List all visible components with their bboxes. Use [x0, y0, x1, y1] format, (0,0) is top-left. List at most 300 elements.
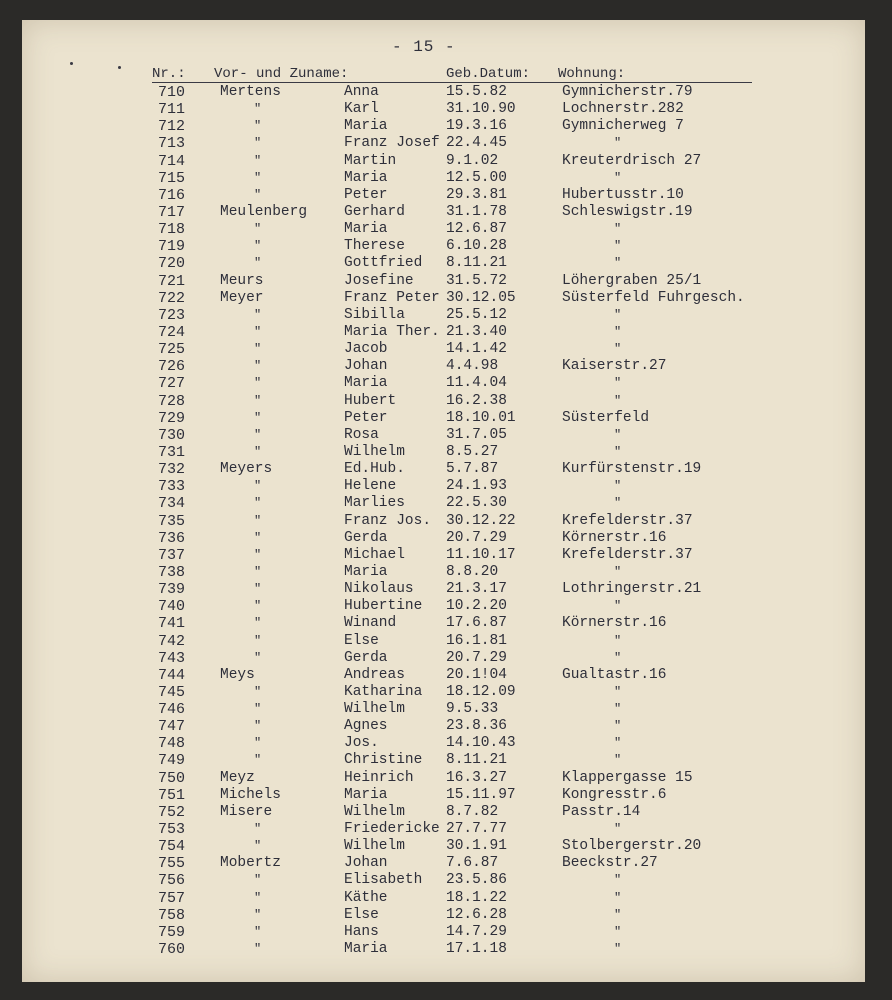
row-address: Krefelderstr.37 [562, 546, 693, 563]
row-birth-date: 16.1.81 [446, 632, 507, 649]
row-number: 733 [158, 478, 186, 496]
row-first-name: Maria [344, 941, 388, 958]
row-number: 743 [158, 649, 186, 667]
table-row [22, 735, 865, 752]
row-first-name: Wilhelm [344, 701, 405, 718]
row-number: 760 [158, 941, 186, 959]
row-birth-date: 17.6.87 [446, 615, 507, 632]
row-address: Körnerstr.16 [562, 615, 667, 632]
row-birth-date: 14.10.43 [446, 735, 516, 752]
row-birth-date: 22.4.45 [446, 135, 507, 152]
row-surname: " [254, 907, 262, 922]
row-address: Lothringerstr.21 [562, 581, 702, 598]
table-row [22, 135, 865, 152]
row-first-name: Franz Josef [344, 135, 440, 152]
row-first-name: Peter [344, 409, 388, 426]
table-row [22, 324, 865, 341]
row-address: Lochnerstr.282 [562, 101, 684, 118]
row-address: " [614, 942, 622, 957]
table-row [22, 461, 865, 478]
row-surname: " [254, 719, 262, 734]
row-birth-date: 12.6.87 [446, 221, 507, 238]
row-address: " [614, 873, 622, 888]
row-number: 735 [158, 512, 186, 530]
row-surname: " [254, 633, 262, 648]
table-row [22, 890, 865, 907]
row-address: Beeckstr.27 [562, 855, 658, 872]
row-address: " [614, 376, 622, 391]
row-birth-date: 19.3.16 [446, 118, 507, 135]
row-birth-date: 23.5.86 [446, 872, 507, 889]
row-birth-date: 14.1.42 [446, 341, 507, 358]
row-address: " [614, 599, 622, 614]
row-number: 758 [158, 906, 186, 924]
row-surname: " [254, 564, 262, 579]
row-number: 751 [158, 786, 186, 804]
row-number: 711 [158, 101, 186, 119]
row-birth-date: 18.12.09 [446, 683, 516, 700]
table-row [22, 787, 865, 804]
row-first-name: Sibilla [344, 306, 405, 323]
row-birth-date: 10.2.20 [446, 598, 507, 615]
header-date: Geb.Datum: [446, 66, 531, 82]
table-row [22, 701, 865, 718]
row-number: 755 [158, 855, 186, 873]
document-page [22, 20, 865, 982]
row-number: 722 [158, 289, 186, 307]
row-first-name: Therese [344, 238, 405, 255]
row-birth-date: 9.1.02 [446, 152, 499, 169]
row-surname: " [254, 582, 262, 597]
row-surname: " [254, 119, 262, 134]
row-surname: " [254, 187, 262, 202]
row-first-name: Maria [344, 786, 388, 803]
row-number: 745 [158, 683, 186, 701]
row-birth-date: 25.5.12 [446, 306, 507, 323]
row-number: 759 [158, 923, 186, 941]
row-first-name: Winand [344, 615, 397, 632]
page-number: - 15 - [392, 38, 456, 56]
row-address: " [614, 822, 622, 837]
table-row [22, 872, 865, 889]
header-address: Wohnung: [558, 66, 626, 82]
row-number: 716 [158, 186, 186, 204]
row-address: " [614, 479, 622, 494]
table-row [22, 684, 865, 701]
row-birth-date: 14.7.29 [446, 923, 507, 940]
row-birth-date: 30.1.91 [446, 838, 507, 855]
row-surname: Meyz [220, 769, 255, 786]
row-address: " [614, 907, 622, 922]
table-row [22, 564, 865, 581]
row-address: Süsterfeld [562, 409, 650, 426]
row-address: " [614, 736, 622, 751]
row-surname: " [254, 479, 262, 494]
row-surname: " [254, 650, 262, 665]
row-birth-date: 4.4.98 [446, 358, 499, 375]
row-address: " [614, 222, 622, 237]
row-first-name: Anna [344, 84, 379, 100]
row-surname: " [254, 530, 262, 545]
row-surname: " [254, 822, 262, 837]
row-number: 752 [158, 803, 186, 821]
row-birth-date: 31.5.72 [446, 272, 507, 289]
row-first-name: Maria Ther. [344, 323, 440, 340]
row-birth-date: 31.7.05 [446, 426, 507, 443]
row-birth-date: 16.2.38 [446, 392, 507, 409]
row-surname: " [254, 136, 262, 151]
row-birth-date: 20.1!04 [446, 666, 507, 683]
row-number: 715 [158, 169, 186, 187]
row-first-name: Karl [344, 101, 379, 118]
row-birth-date: 8.7.82 [446, 803, 499, 820]
row-birth-date: 15.11.97 [446, 786, 516, 803]
row-number: 754 [158, 838, 186, 856]
row-first-name: Heinrich [344, 769, 414, 786]
table-row [22, 821, 865, 838]
row-address: " [614, 924, 622, 939]
row-number: 747 [158, 718, 186, 736]
table-row [22, 204, 865, 221]
row-address: " [614, 753, 622, 768]
row-first-name: Franz Jos. [344, 512, 432, 529]
table-row [22, 410, 865, 427]
row-first-name: Andreas [344, 666, 405, 683]
row-number: 734 [158, 495, 186, 513]
row-number: 736 [158, 529, 186, 547]
table-row [22, 290, 865, 307]
row-birth-date: 21.3.40 [446, 323, 507, 340]
row-number: 728 [158, 392, 186, 410]
row-surname: " [254, 410, 262, 425]
row-surname: " [254, 942, 262, 957]
table-row [22, 615, 865, 632]
row-first-name: Gottfried [344, 255, 423, 272]
row-address: " [614, 633, 622, 648]
row-address: Kaiserstr.27 [562, 358, 667, 375]
row-first-name: Ed.Hub. [344, 461, 405, 478]
row-first-name: Hubert [344, 392, 397, 409]
row-number: 712 [158, 118, 186, 136]
row-birth-date: 12.6.28 [446, 906, 507, 923]
row-number: 710 [158, 84, 186, 101]
row-surname: " [254, 496, 262, 511]
row-birth-date: 31.1.78 [446, 203, 507, 220]
row-surname: " [254, 359, 262, 374]
table-row [22, 375, 865, 392]
row-number: 725 [158, 341, 186, 359]
row-first-name: Peter [344, 186, 388, 203]
table-row [22, 804, 865, 821]
row-surname: " [254, 444, 262, 459]
punch-mark [118, 66, 121, 69]
row-surname: " [254, 547, 262, 562]
row-first-name: Gerda [344, 529, 388, 546]
table-row [22, 598, 865, 615]
row-number: 756 [158, 872, 186, 890]
row-first-name: Wilhelm [344, 443, 405, 460]
table-row [22, 547, 865, 564]
table-row [22, 393, 865, 410]
row-birth-date: 11.4.04 [446, 375, 507, 392]
row-number: 713 [158, 135, 186, 153]
row-first-name: Katharina [344, 683, 423, 700]
row-surname: " [254, 736, 262, 751]
row-address: " [614, 890, 622, 905]
header-nr: Nr.: [152, 66, 186, 82]
row-birth-date: 8.8.20 [446, 563, 499, 580]
row-number: 727 [158, 375, 186, 393]
row-first-name: Hubertine [344, 598, 423, 615]
row-birth-date: 7.6.87 [446, 855, 499, 872]
table-row [22, 170, 865, 187]
row-surname: Misere [220, 803, 273, 820]
row-address: Gymnicherweg 7 [562, 118, 684, 135]
row-number: 748 [158, 735, 186, 753]
table-row [22, 358, 865, 375]
row-first-name: Franz Peter [344, 289, 440, 306]
row-address: " [614, 564, 622, 579]
row-surname: Meyers [220, 461, 273, 478]
row-first-name: Nikolaus [344, 581, 414, 598]
row-address: Hubertusstr.10 [562, 186, 684, 203]
row-number: 739 [158, 581, 186, 599]
table-row [22, 478, 865, 495]
row-address: " [614, 239, 622, 254]
row-birth-date: 6.10.28 [446, 238, 507, 255]
row-surname: " [254, 924, 262, 939]
row-number: 757 [158, 889, 186, 907]
row-number: 749 [158, 752, 186, 770]
row-birth-date: 24.1.93 [446, 478, 507, 495]
row-first-name: Christine [344, 752, 423, 769]
row-surname: " [254, 324, 262, 339]
row-number: 718 [158, 221, 186, 239]
table-row [22, 907, 865, 924]
row-first-name: Johan [344, 855, 388, 872]
row-first-name: Wilhelm [344, 838, 405, 855]
row-birth-date: 15.5.82 [446, 84, 507, 100]
row-birth-date: 8.11.21 [446, 255, 507, 272]
row-birth-date: 8.5.27 [446, 443, 499, 460]
row-number: 719 [158, 238, 186, 256]
row-address: Gualtastr.16 [562, 666, 667, 683]
table-row [22, 444, 865, 461]
row-surname: " [254, 684, 262, 699]
row-birth-date: 12.5.00 [446, 169, 507, 186]
row-address: Stolbergerstr.20 [562, 838, 702, 855]
row-surname: " [254, 239, 262, 254]
row-number: 714 [158, 152, 186, 170]
row-birth-date: 30.12.05 [446, 289, 516, 306]
table-row [22, 307, 865, 324]
table-header [152, 66, 752, 83]
table-row [22, 513, 865, 530]
row-birth-date: 23.8.36 [446, 718, 507, 735]
row-birth-date: 17.1.18 [446, 941, 507, 958]
row-address: " [614, 444, 622, 459]
row-address: " [614, 719, 622, 734]
row-first-name: Martin [344, 152, 397, 169]
row-number: 741 [158, 615, 186, 633]
row-first-name: Jos. [344, 735, 379, 752]
row-address: Schleswigstr.19 [562, 203, 693, 220]
row-number: 753 [158, 821, 186, 839]
row-birth-date: 30.12.22 [446, 512, 516, 529]
row-address: " [614, 324, 622, 339]
row-surname: " [254, 393, 262, 408]
row-first-name: Michael [344, 546, 405, 563]
row-first-name: Wilhelm [344, 803, 405, 820]
table-row [22, 427, 865, 444]
row-number: 721 [158, 272, 186, 290]
row-birth-date: 20.7.29 [446, 649, 507, 666]
row-first-name: Maria [344, 169, 388, 186]
row-first-name: Else [344, 632, 379, 649]
row-surname: " [254, 102, 262, 117]
row-first-name: Rosa [344, 426, 379, 443]
row-number: 740 [158, 598, 186, 616]
row-first-name: Jacob [344, 341, 388, 358]
row-first-name: Maria [344, 563, 388, 580]
row-first-name: Maria [344, 375, 388, 392]
row-surname: " [254, 702, 262, 717]
row-address: Kongresstr.6 [562, 786, 667, 803]
table-row [22, 855, 865, 872]
row-surname: " [254, 170, 262, 185]
table-row [22, 84, 865, 101]
row-address: Gymnicherstr.79 [562, 84, 693, 100]
table-row [22, 255, 865, 272]
row-birth-date: 27.7.77 [446, 821, 507, 838]
table-row [22, 118, 865, 135]
row-number: 724 [158, 323, 186, 341]
row-surname: " [254, 513, 262, 528]
row-first-name: Marlies [344, 495, 405, 512]
row-birth-date: 22.5.30 [446, 495, 507, 512]
row-first-name: Elisabeth [344, 872, 423, 889]
row-first-name: Helene [344, 478, 397, 495]
row-surname: " [254, 873, 262, 888]
row-birth-date: 9.5.33 [446, 701, 499, 718]
row-address: " [614, 684, 622, 699]
table-row [22, 238, 865, 255]
row-surname: Meyer [220, 289, 264, 306]
row-surname: " [254, 256, 262, 271]
table-row [22, 941, 865, 958]
row-address: " [614, 136, 622, 151]
table-row [22, 187, 865, 204]
row-first-name: Maria [344, 221, 388, 238]
row-surname: Meys [220, 666, 255, 683]
row-address: " [614, 342, 622, 357]
row-surname: " [254, 342, 262, 357]
table-row [22, 838, 865, 855]
row-number: 732 [158, 461, 186, 479]
row-birth-date: 5.7.87 [446, 461, 499, 478]
row-address: " [614, 427, 622, 442]
row-surname: Meulenberg [220, 203, 308, 220]
row-address: " [614, 307, 622, 322]
row-first-name: Else [344, 906, 379, 923]
row-number: 730 [158, 426, 186, 444]
table-row [22, 495, 865, 512]
row-surname: " [254, 753, 262, 768]
row-birth-date: 29.3.81 [446, 186, 507, 203]
table-row [22, 752, 865, 769]
row-number: 746 [158, 701, 186, 719]
row-surname: " [254, 153, 262, 168]
table-row [22, 221, 865, 238]
row-birth-date: 8.11.21 [446, 752, 507, 769]
row-address: Körnerstr.16 [562, 529, 667, 546]
row-first-name: Maria [344, 118, 388, 135]
row-number: 720 [158, 255, 186, 273]
row-surname: Mertens [220, 84, 281, 100]
punch-mark [70, 62, 73, 65]
table-row [22, 924, 865, 941]
table-row [22, 581, 865, 598]
row-address: " [614, 256, 622, 271]
header-name: Vor- und Zuname: [214, 66, 349, 82]
row-birth-date: 16.3.27 [446, 769, 507, 786]
row-birth-date: 18.1.22 [446, 889, 507, 906]
table-row [22, 667, 865, 684]
row-surname: Michels [220, 786, 281, 803]
row-first-name: Friedericke [344, 821, 440, 838]
row-address: Süsterfeld Fuhrgesch. [562, 289, 745, 306]
table-row [22, 341, 865, 358]
row-number: 738 [158, 563, 186, 581]
row-address: " [614, 170, 622, 185]
table-row [22, 770, 865, 787]
row-birth-date: 31.10.90 [446, 101, 516, 118]
row-surname: " [254, 599, 262, 614]
row-first-name: Johan [344, 358, 388, 375]
row-address: Klappergasse 15 [562, 769, 693, 786]
row-number: 717 [158, 203, 186, 221]
row-surname: " [254, 376, 262, 391]
row-birth-date: 20.7.29 [446, 529, 507, 546]
row-surname: " [254, 839, 262, 854]
table-row [22, 633, 865, 650]
table-row [22, 650, 865, 667]
row-address: Passtr.14 [562, 803, 641, 820]
table-row [22, 101, 865, 118]
row-surname: " [254, 427, 262, 442]
row-address: " [614, 393, 622, 408]
table-row [22, 718, 865, 735]
row-birth-date: 21.3.17 [446, 581, 507, 598]
row-surname: " [254, 890, 262, 905]
row-first-name: Gerda [344, 649, 388, 666]
row-surname: Mobertz [220, 855, 281, 872]
table-row [22, 530, 865, 547]
row-number: 731 [158, 443, 186, 461]
row-address: " [614, 702, 622, 717]
table-row [22, 273, 865, 290]
row-number: 744 [158, 666, 186, 684]
row-number: 726 [158, 358, 186, 376]
row-address: Kurfürstenstr.19 [562, 461, 702, 478]
row-first-name: Hans [344, 923, 379, 940]
row-number: 737 [158, 546, 186, 564]
row-first-name: Josefine [344, 272, 414, 289]
row-surname: " [254, 222, 262, 237]
row-number: 750 [158, 769, 186, 787]
row-birth-date: 11.10.17 [446, 546, 516, 563]
row-number: 742 [158, 632, 186, 650]
